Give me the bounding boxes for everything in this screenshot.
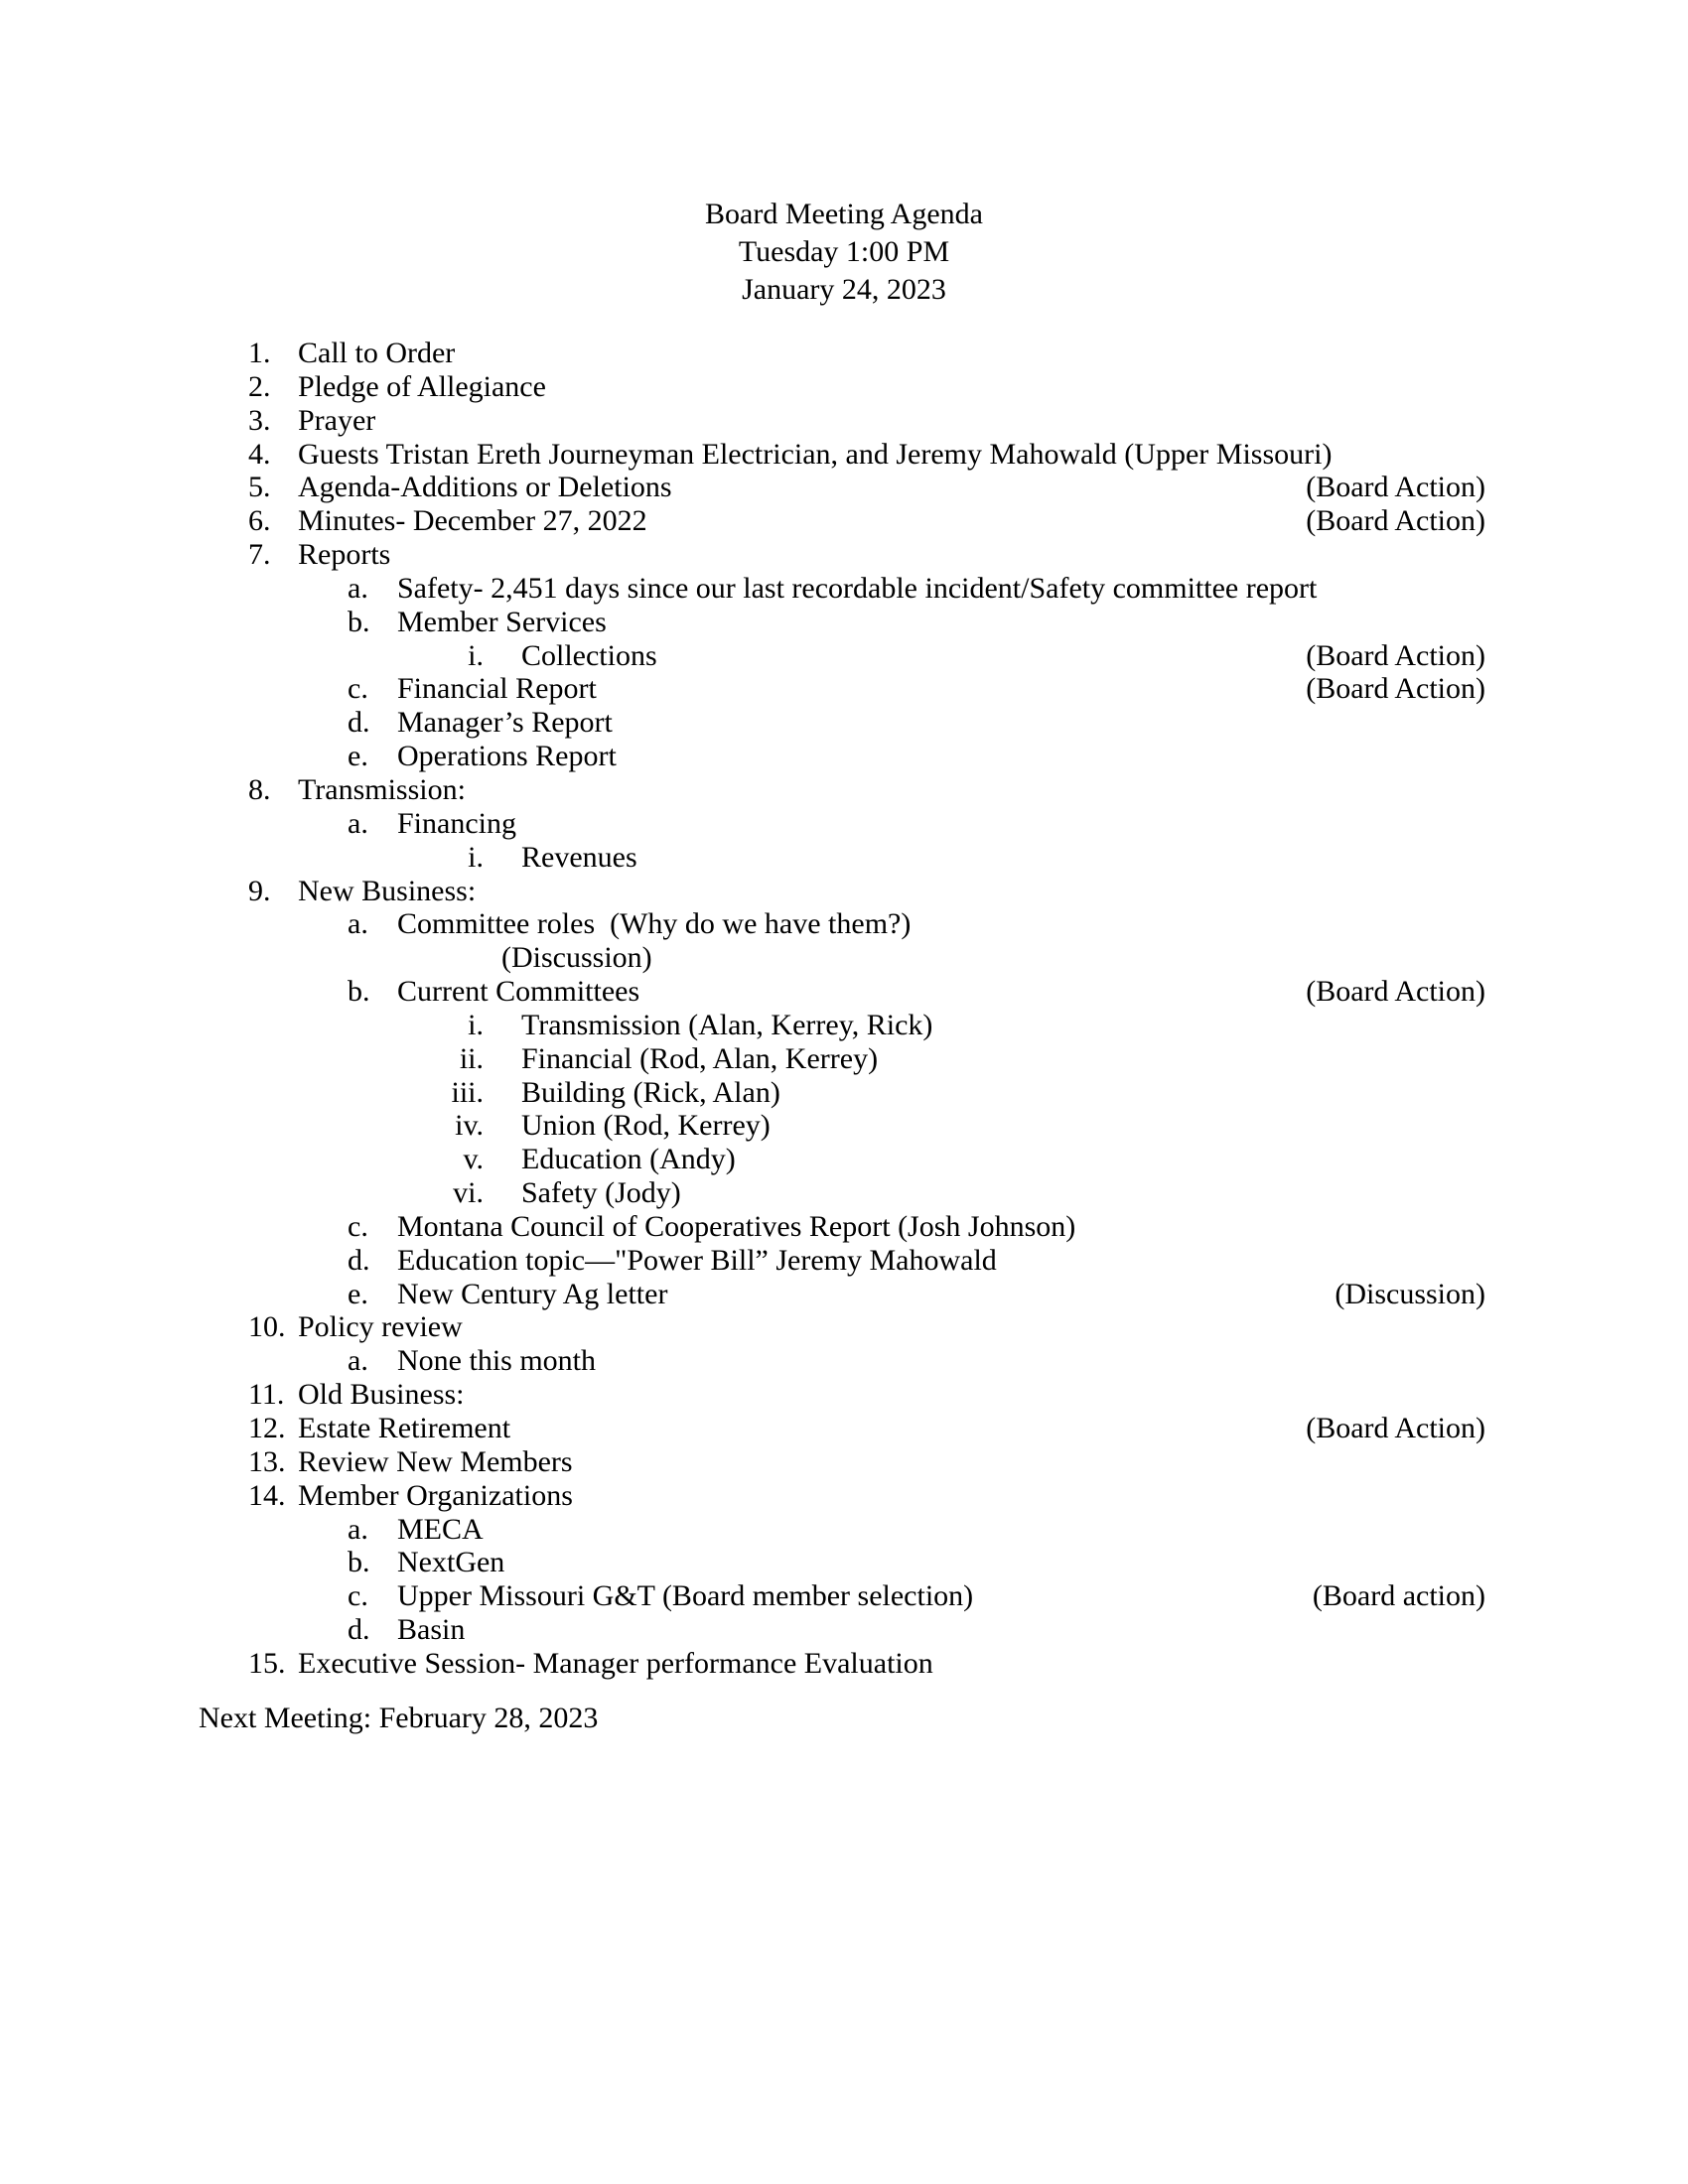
item-text: Safety (Jody) xyxy=(521,1176,681,1210)
item-text: Basin xyxy=(397,1613,466,1647)
agenda-row xyxy=(0,1310,1688,1344)
item-marker: d. xyxy=(348,706,370,740)
document-title-block xyxy=(0,196,1688,309)
board-action-note: (Board Action) xyxy=(1306,672,1485,706)
item-marker: b. xyxy=(348,605,370,638)
item-marker: 15. xyxy=(248,1646,286,1680)
doc-meeting-date: January 24, 2023 xyxy=(742,273,946,306)
agenda-row xyxy=(0,1244,1688,1278)
item-marker: vi. xyxy=(453,1176,484,1210)
item-marker: 13. xyxy=(248,1444,286,1478)
agenda-row xyxy=(0,773,1688,807)
agenda-row xyxy=(0,1143,1688,1176)
agenda-row xyxy=(0,807,1688,841)
agenda-row xyxy=(0,907,1688,941)
item-text: MECA xyxy=(397,1512,484,1546)
item-text: Transmission: xyxy=(298,772,466,806)
item-marker: 7. xyxy=(248,538,271,572)
item-text: Guests Tristan Ereth Journeyman Electrician, and Jeremy Mahowald (Upper Missouri) xyxy=(298,437,1333,471)
board-action-note: (Board Action) xyxy=(1306,975,1485,1009)
item-text: Prayer xyxy=(298,403,376,437)
item-text: Financing xyxy=(397,806,516,840)
item-marker: 5. xyxy=(248,471,271,504)
item-text: Safety- 2,451 days since our last recordable incident/Safety committee report xyxy=(397,571,1318,605)
item-marker: c. xyxy=(348,1209,368,1243)
item-text: Old Business: xyxy=(298,1378,465,1412)
board-action-note: (Board Action) xyxy=(1306,504,1485,538)
item-marker: 8. xyxy=(248,772,271,806)
agenda-row-continuation xyxy=(0,941,1688,975)
item-marker: b. xyxy=(348,1546,370,1579)
item-marker: 9. xyxy=(248,874,271,907)
agenda-row xyxy=(0,404,1688,438)
item-marker: e. xyxy=(348,740,368,773)
item-text: NextGen xyxy=(397,1546,505,1579)
board-action-note: (Board Action) xyxy=(1306,1412,1485,1444)
item-text: Financial (Rod, Alan, Kerrey) xyxy=(521,1041,879,1075)
item-marker: a. xyxy=(348,1344,368,1378)
agenda-row xyxy=(0,639,1688,673)
agenda-row xyxy=(0,1513,1688,1547)
item-text: Upper Missouri G&T (Board member selection) xyxy=(397,1579,974,1613)
item-text: Estate Retirement xyxy=(298,1412,511,1444)
agenda-row xyxy=(0,1210,1688,1244)
item-marker: 2. xyxy=(248,369,271,403)
item-marker: 1. xyxy=(248,337,271,369)
agenda-row xyxy=(0,1076,1688,1110)
item-text: New Century Ag letter xyxy=(397,1277,668,1310)
agenda-row xyxy=(0,1176,1688,1210)
item-text: Manager’s Report xyxy=(397,706,613,740)
item-text: Reports xyxy=(298,538,391,572)
item-text: Education topic—"Power Bill” Jeremy Mahowald xyxy=(397,1243,997,1277)
agenda-row xyxy=(0,1378,1688,1412)
agenda-row xyxy=(0,740,1688,773)
next-meeting-line: Next Meeting: February 28, 2023 xyxy=(199,1702,599,1734)
item-text: Minutes- December 27, 2022 xyxy=(298,504,647,538)
agenda-row xyxy=(0,370,1688,404)
item-marker: a. xyxy=(348,907,368,941)
item-text: Revenues xyxy=(521,840,637,874)
item-text: Transmission (Alan, Kerrey, Rick) xyxy=(521,1008,933,1041)
item-text: None this month xyxy=(397,1344,596,1378)
agenda-list xyxy=(0,337,1688,1681)
item-marker: iii. xyxy=(451,1075,484,1109)
item-text: Member Services xyxy=(397,605,607,638)
agenda-row xyxy=(0,504,1688,538)
item-text: Union (Rod, Kerrey) xyxy=(521,1109,771,1143)
item-text: Pledge of Allegiance xyxy=(298,369,546,403)
agenda-row xyxy=(0,975,1688,1009)
doc-meeting-time: Tuesday 1:00 PM xyxy=(738,235,950,268)
item-marker: 6. xyxy=(248,504,271,538)
board-action-note: (Board Action) xyxy=(1306,638,1485,672)
item-marker: a. xyxy=(348,571,368,605)
agenda-row xyxy=(0,1009,1688,1042)
item-marker: c. xyxy=(348,672,368,706)
item-marker: iv. xyxy=(455,1109,484,1143)
item-marker: i. xyxy=(468,638,484,672)
agenda-row xyxy=(0,337,1688,370)
board-action-note: (Board action) xyxy=(1312,1579,1485,1613)
agenda-row xyxy=(0,841,1688,875)
item-text: Member Organizations xyxy=(298,1478,573,1512)
item-text: Financial Report xyxy=(397,672,597,706)
agenda-row xyxy=(0,1278,1688,1311)
agenda-row xyxy=(0,1479,1688,1513)
item-text: Executive Session- Manager performance Evaluation xyxy=(298,1646,933,1680)
agenda-row xyxy=(0,706,1688,740)
item-text: Policy review xyxy=(298,1310,463,1344)
item-text: Building (Rick, Alan) xyxy=(521,1075,780,1109)
agenda-row xyxy=(0,471,1688,504)
agenda-row xyxy=(0,1412,1688,1445)
board-action-note: (Board Action) xyxy=(1306,471,1485,504)
agenda-row xyxy=(0,875,1688,908)
item-marker: 3. xyxy=(248,403,271,437)
agenda-row xyxy=(0,438,1688,472)
agenda-row xyxy=(0,1546,1688,1579)
item-marker: c. xyxy=(348,1579,368,1613)
item-text: (Discussion) xyxy=(501,941,652,975)
item-marker: 14. xyxy=(248,1478,286,1512)
item-marker: 11. xyxy=(248,1378,285,1412)
item-text: Committee roles (Why do we have them?) xyxy=(397,907,912,941)
agenda-row xyxy=(0,1445,1688,1479)
item-marker: i. xyxy=(468,1008,484,1041)
doc-title: Board Meeting Agenda xyxy=(705,198,983,230)
item-marker: v. xyxy=(463,1143,484,1176)
discussion-note: (Discussion) xyxy=(1335,1277,1485,1310)
item-marker: 10. xyxy=(248,1310,286,1344)
item-text: Call to Order xyxy=(298,337,456,369)
item-text: Current Committees xyxy=(397,975,640,1009)
item-marker: d. xyxy=(348,1613,370,1647)
agenda-row xyxy=(0,1344,1688,1378)
item-marker: b. xyxy=(348,975,370,1009)
agenda-row xyxy=(0,1647,1688,1681)
item-text: New Business: xyxy=(298,874,477,907)
item-marker: ii. xyxy=(459,1041,484,1075)
agenda-row xyxy=(0,538,1688,572)
agenda-row xyxy=(0,606,1688,639)
agenda-row xyxy=(0,572,1688,606)
item-marker: d. xyxy=(348,1243,370,1277)
item-marker: 4. xyxy=(248,437,271,471)
item-text: Education (Andy) xyxy=(521,1143,736,1176)
item-marker: 12. xyxy=(248,1412,286,1444)
item-text: Agenda-Additions or Deletions xyxy=(298,471,672,504)
agenda-row xyxy=(0,1042,1688,1076)
item-text: Montana Council of Cooperatives Report (Josh Johnson) xyxy=(397,1209,1076,1243)
item-marker: a. xyxy=(348,806,368,840)
item-marker: i. xyxy=(468,840,484,874)
agenda-row xyxy=(0,672,1688,706)
agenda-row xyxy=(0,1579,1688,1613)
agenda-row xyxy=(0,1613,1688,1647)
item-marker: e. xyxy=(348,1277,368,1310)
item-text: Operations Report xyxy=(397,740,617,773)
item-marker: a. xyxy=(348,1512,368,1546)
item-text: Collections xyxy=(521,638,657,672)
item-text: Review New Members xyxy=(298,1444,573,1478)
agenda-row xyxy=(0,1109,1688,1143)
